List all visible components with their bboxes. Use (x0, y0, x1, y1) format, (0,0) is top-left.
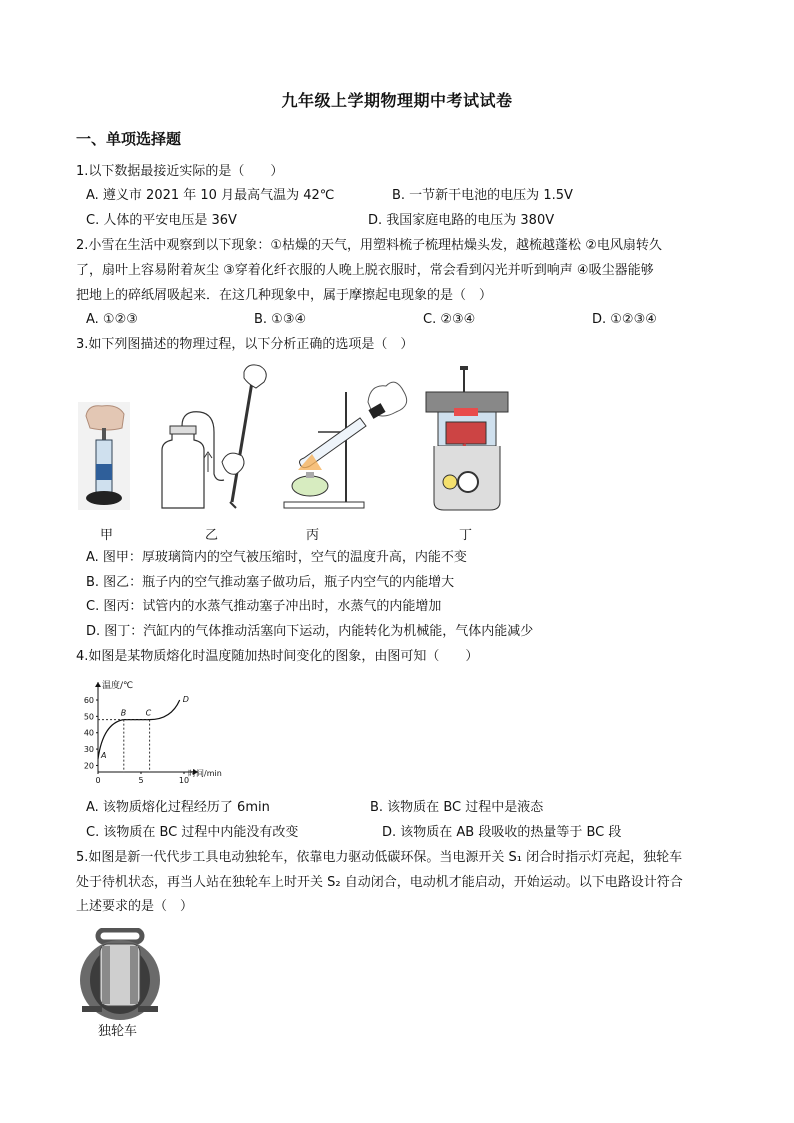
caption-bing: 丙 (306, 528, 320, 543)
x-tick-label: 0 (95, 776, 101, 785)
unicycle-caption: 独轮车 (98, 1024, 138, 1039)
y-tick-label: 60 (83, 696, 94, 705)
q5-stem-line-2: 处于待机状态，再当人站在独轮车上时开关 S₂ 自动闭合，电动机才能启动，开始运动。以下电路设计符合 (76, 875, 683, 890)
chart-marks (98, 695, 189, 772)
q2-option-c[interactable]: C. ②③④ (423, 312, 476, 327)
y-axis-label: 温度/℃ (102, 681, 134, 691)
unicycle-image (78, 928, 160, 1020)
q4-option-c[interactable]: C. 该物质在 BC 过程中内能没有改变 (86, 825, 299, 840)
figure-bing-test-tube (278, 372, 408, 512)
q3-option-b[interactable]: B. 图乙：瓶子内的空气推动塞子做功后，瓶子内空气的内能增大 (86, 575, 455, 590)
y-tick-label: 20 (83, 761, 94, 771)
q3-option-a[interactable]: A. 图甲：厚玻璃筒内的空气被压缩时，空气的温度升高，内能不变 (86, 550, 467, 565)
q3-option-d[interactable]: D. 图丁：汽缸内的气体推动活塞向下运动，内能转化为机械能，气体内能减少 (86, 624, 534, 639)
q2-stem-line-2: 了，扇叶上容易附着灰尘 ③穿着化纤衣服的人晚上脱衣服时，常会看到闪光并听到响声 ④吸尘器能够 (76, 263, 654, 278)
q2-stem-line-1: 2.小雪在生活中观察到以下现象：①枯燥的天气，用塑料梳子梳理枯燥头发，越梳越蓬松 ②电风扇转久 (76, 238, 662, 253)
q3-option-c[interactable]: C. 图丙：试管内的水蒸气推动塞子冲出时，水蒸气的内能增加 (86, 599, 442, 614)
y-tick-label: 30 (83, 745, 94, 755)
section-heading: 一、单项选择题 (76, 130, 182, 148)
q4-option-d[interactable]: D. 该物质在 AB 段吸收的热量等于 BC 段 (382, 825, 622, 840)
q4-option-b[interactable]: B. 该物质在 BC 过程中是液态 (370, 800, 544, 815)
q2-option-b[interactable]: B. ①③④ (254, 312, 307, 327)
melting-curve-line (98, 700, 180, 759)
q1-stem: 1.以下数据最接近实际的是（ ） (76, 164, 284, 179)
y-tick-label: 40 (83, 728, 94, 738)
q1-option-b[interactable]: B. 一节新干电池的电压为 1.5V (392, 188, 573, 203)
x-tick-label: 10 (178, 776, 190, 785)
y-axis-arrow (95, 682, 101, 687)
q2-option-a[interactable]: A. ①②③ (86, 312, 138, 327)
q2-stem-line-3: 把地上的碎纸屑吸起来．在这几种现象中，属于摩擦起电现象的是（ ） (76, 288, 493, 303)
q1-option-d[interactable]: D. 我国家庭电路的电压为 380V (368, 213, 555, 228)
x-axis-label: 时间/min (188, 769, 222, 778)
figure-jia-compression-tube (78, 402, 130, 510)
caption-yi: 乙 (205, 528, 219, 543)
page-title: 九年级上学期物理期中考试试卷 (281, 91, 513, 110)
point-label-a: A (101, 750, 107, 760)
q1-option-c[interactable]: C. 人体的平安电压是 36V (86, 213, 237, 228)
point-label-d: D (182, 695, 189, 704)
caption-jia: 甲 (100, 528, 114, 543)
figure-ding-engine (424, 366, 510, 512)
q4-option-a[interactable]: A. 该物质熔化过程经历了 6min (86, 800, 270, 815)
point-label-c: C (145, 708, 152, 718)
chart-axes (84, 679, 222, 785)
y-tick-label: 50 (83, 712, 94, 722)
melting-curve-chart (78, 676, 238, 794)
figure-yi-bottle-pump (152, 362, 272, 512)
caption-ding: 丁 (459, 528, 473, 543)
x-tick-label: 5 (138, 776, 144, 785)
q5-stem-line-1: 5.如图是新一代代步工具电动独轮车，依靠电力驱动低碳环保。当电源开关 S₁ 闭合时指示灯亮起，独轮车 (76, 850, 683, 865)
q4-stem: 4.如图是某物质熔化时温度随加热时间变化的图象，由图可知（ ） (76, 649, 479, 664)
q2-option-d[interactable]: D. ①②③④ (592, 312, 657, 327)
q3-stem: 3.如下列图描述的物理过程，以下分析正确的选项是（ ） (76, 337, 414, 352)
q5-stem-line-3: 上述要求的是（ ） (76, 899, 194, 914)
point-label-b: B (120, 708, 127, 718)
q1-option-a[interactable]: A. 遵义市 2021 年 10 月最高气温为 42℃ (86, 188, 335, 203)
